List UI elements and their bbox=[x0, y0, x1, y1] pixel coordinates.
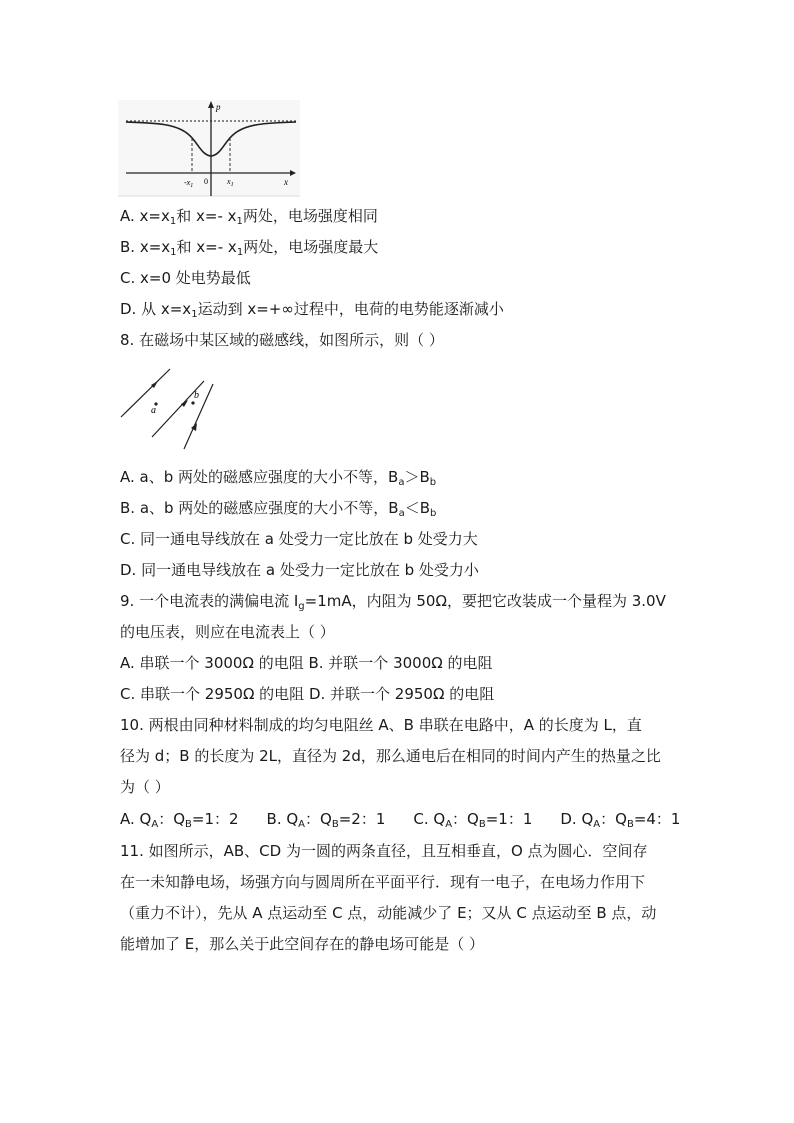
q8-option-d: D. 同一通电导线放在 a 处受力一定比放在 b 处受力小 bbox=[120, 561, 479, 579]
point-a-label: a bbox=[151, 405, 156, 416]
q10-option-d: D. $Q_A$：$Q_B=4$：1 bbox=[560, 810, 681, 830]
x-axis-label: x bbox=[284, 177, 288, 187]
q8-stem: 8. 在磁场中某区域的磁感线，如图所示，则（ ） bbox=[120, 331, 444, 349]
field-line-1 bbox=[121, 369, 170, 417]
q10-option-b: B. $Q_A$：$Q_B=2$：1 bbox=[266, 810, 386, 830]
field-line-2-arrow-icon bbox=[181, 400, 188, 407]
q10-option-c: C. $Q_A$：$Q_B=1$：1 bbox=[413, 810, 533, 830]
q9-stem-line-2: 的电压表，则应在电流表上（ ） bbox=[120, 623, 335, 641]
q8-option-b: B. a、b 两处的磁感应强度的大小不等，$B_a<B_b$ bbox=[120, 499, 437, 519]
q9-options-ab: A. 串联一个 3000Ω 的电阻 B. 并联一个 3000Ω 的电阻 bbox=[120, 654, 493, 672]
magnetic-field-lines-figure bbox=[118, 365, 228, 451]
figure-background bbox=[118, 100, 300, 196]
q11-stem-line-2: 在一未知静电场，场强方向与圆周所在平面平行．现有一电子，在电场力作用下 bbox=[120, 873, 646, 891]
neg-x1-label: $-x_1$ bbox=[184, 178, 194, 189]
q7-option-c: C. x=0 处电势最低 bbox=[120, 269, 251, 287]
q10-stem-line-3: 为（ ） bbox=[120, 778, 170, 796]
q11-stem-line-1: 11. 如图所示，AB、CD 为一圆的两条直径，且互相垂直，O 点为圆心．空间存 bbox=[120, 842, 648, 860]
q11-stem-line-3: （重力不计），先从 A 点运动至 C 点，动能减少了 E；又从 C 点运动至 B 点，动 bbox=[120, 904, 657, 922]
q9-stem-line-1: 9. 一个电流表的满偏电流 $I_g=1mA$，内阻为 50Ω，要把它改装成一个量程为 3.0V bbox=[120, 592, 666, 612]
q7-option-a: A. $x=x_1$和 x=- $x_1$两处，电场强度相同 bbox=[120, 207, 378, 227]
q10-option-a: A. $Q_A$：$Q_B=1$：2 bbox=[120, 810, 239, 830]
y-axis-label: p bbox=[216, 102, 221, 112]
point-b-dot bbox=[191, 401, 194, 404]
potential-graph-figure bbox=[118, 100, 300, 200]
q7-option-b: B. $x=x_1$和 x=- $x_1$两处，电场强度最大 bbox=[120, 238, 379, 258]
point-b-label: b bbox=[194, 390, 199, 401]
q9-options-cd: C. 串联一个 2950Ω 的电阻 D. 并联一个 2950Ω 的电阻 bbox=[120, 685, 495, 703]
q7-option-d: D. 从 $x=x_1$运动到 x=+∞过程中，电荷的电势能逐渐减小 bbox=[120, 300, 504, 320]
q11-stem-line-4: 能增加了 E，那么关于此空间存在的静电场可能是（ ） bbox=[120, 935, 485, 953]
q10-stem-line-2: 径为 d；B 的长度为 2L，直径为 2d，那么通电后在相同的时间内产生的热量之比 bbox=[120, 747, 661, 765]
q8-option-a: A. a、b 两处的磁感应强度的大小不等，$B_a>B_b$ bbox=[120, 468, 437, 488]
field-line-3-arrow-icon bbox=[191, 423, 197, 431]
q10-options bbox=[120, 808, 680, 830]
pos-x1-label: $x_1$ bbox=[227, 177, 234, 188]
q10-stem-line-1: 10. 两根由同种材料制成的均匀电阻丝 A、B 串联在电路中，A 的长度为 L，直 bbox=[120, 716, 642, 734]
q8-option-c: C. 同一通电导线放在 a 处受力一定比放在 b 处受力大 bbox=[120, 530, 478, 548]
origin-label: 0 bbox=[204, 177, 208, 186]
